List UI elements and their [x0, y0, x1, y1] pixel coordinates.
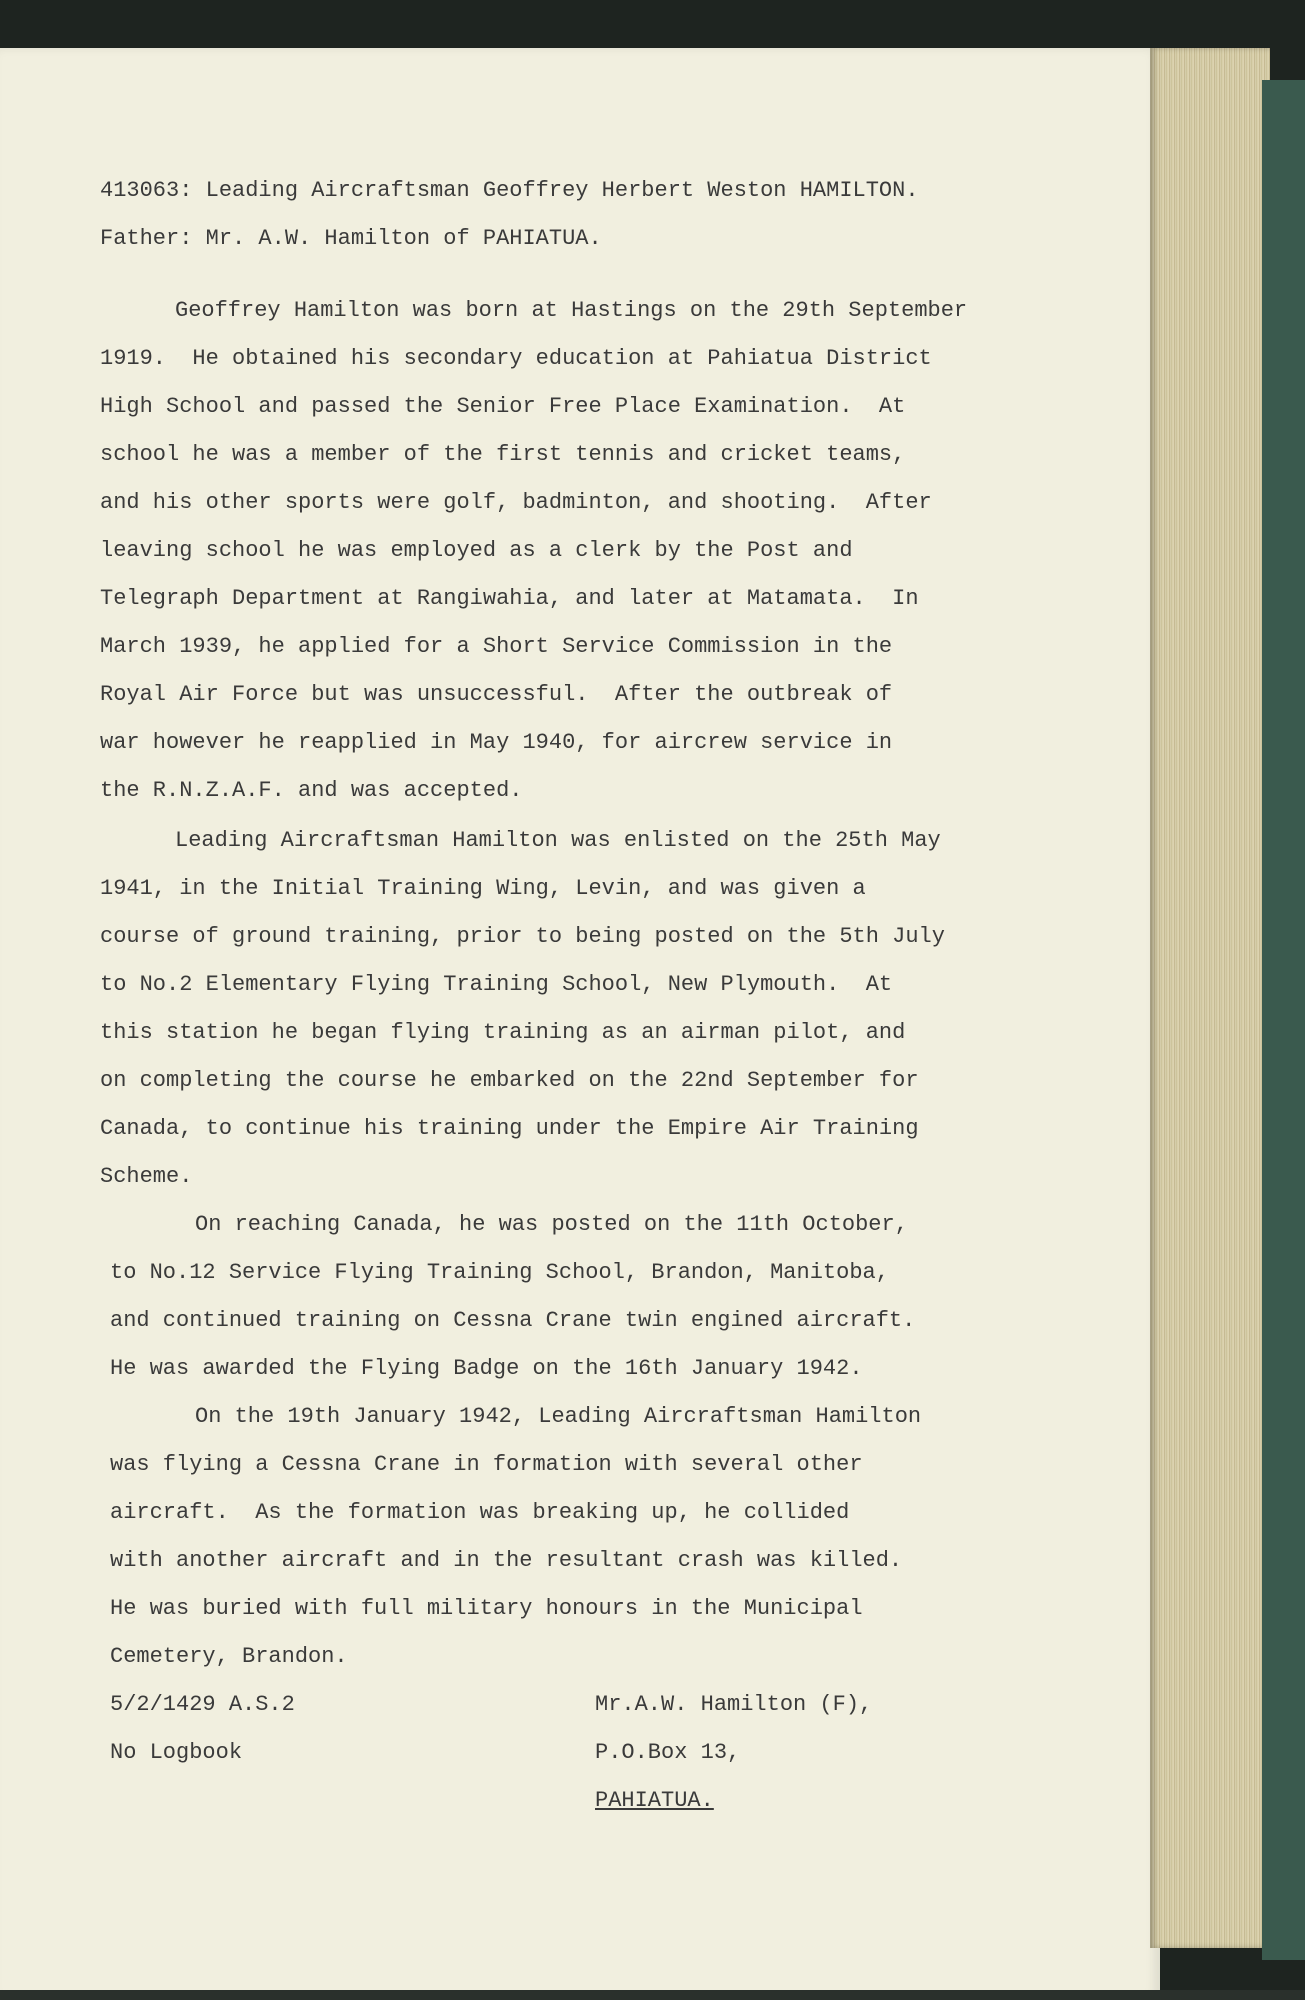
addressee-name: Mr.A.W. Hamilton (F), — [595, 1692, 873, 1717]
body-line: March 1939, he applied for a Short Service Commission in the — [100, 634, 893, 659]
body-line: Scheme. — [100, 1164, 193, 1189]
body-line: with another aircraft and in the resultant crash was killed. — [110, 1548, 903, 1573]
body-line: leaving school he was employed as a clerk by the Post and — [100, 538, 853, 563]
body-line: to No.2 Elementary Flying Training School, New Plymouth. At — [100, 972, 893, 997]
body-line: the R.N.Z.A.F. and was accepted. — [100, 778, 523, 803]
header-service-line: 413063: Leading Aircraftsman Geoffrey Herbert Weston HAMILTON. — [100, 178, 919, 203]
body-line: this station he began flying training as an airman pilot, and — [100, 1020, 906, 1045]
logbook-note: No Logbook — [110, 1740, 243, 1765]
body-line: was flying a Cessna Crane in formation with several other — [110, 1452, 863, 1477]
body-line: course of ground training, prior to being posted on the 5th July — [100, 924, 945, 949]
header-father-line: Father: Mr. A.W. Hamilton of PAHIATUA. — [100, 226, 602, 251]
book-page-edges — [1150, 48, 1270, 1948]
body-line: Geoffrey Hamilton was born at Hastings on the 29th September — [175, 298, 968, 323]
body-line: school he was a member of the first tennis and cricket teams, — [100, 442, 906, 467]
body-line: on completing the course he embarked on the 22nd September for — [100, 1068, 919, 1093]
body-line: to No.12 Service Flying Training School, Brandon, Manitoba, — [110, 1260, 889, 1285]
body-line: On the 19th January 1942, Leading Aircraftsman Hamilton — [195, 1404, 922, 1429]
body-line: On reaching Canada, he was posted on the 11th October, — [195, 1212, 908, 1237]
body-line: and continued training on Cessna Crane twin engined aircraft. — [110, 1308, 916, 1333]
body-line: war however he reapplied in May 1940, for aircrew service in — [100, 730, 893, 755]
addressee-box: P.O.Box 13, — [595, 1740, 741, 1765]
body-line: 1941, in the Initial Training Wing, Levin, and was given a — [100, 876, 866, 901]
body-line: Canada, to continue his training under the Empire Air Training — [100, 1116, 919, 1141]
body-line: and his other sports were golf, badminton, and shooting. After — [100, 490, 932, 515]
body-line: High School and passed the Senior Free Place Examination. At — [100, 394, 906, 419]
file-reference: 5/2/1429 A.S.2 — [110, 1692, 295, 1717]
body-line: Cemetery, Brandon. — [110, 1644, 348, 1669]
body-line: aircraft. As the formation was breaking up, he collided — [110, 1500, 850, 1525]
body-line: He was buried with full military honours in the Municipal — [110, 1596, 863, 1621]
body-line: Leading Aircraftsman Hamilton was enlisted on the 25th May — [175, 828, 941, 853]
body-line: Telegraph Department at Rangiwahia, and later at Matamata. In — [100, 586, 919, 611]
book-cover — [1262, 80, 1305, 1960]
body-line: He was awarded the Flying Badge on the 16th January 1942. — [110, 1356, 863, 1381]
body-line: Royal Air Force but was unsuccessful. After the outbreak of — [100, 682, 893, 707]
body-line: 1919. He obtained his secondary education at Pahiatua District — [100, 346, 932, 371]
addressee-town: PAHIATUA. — [595, 1788, 714, 1813]
